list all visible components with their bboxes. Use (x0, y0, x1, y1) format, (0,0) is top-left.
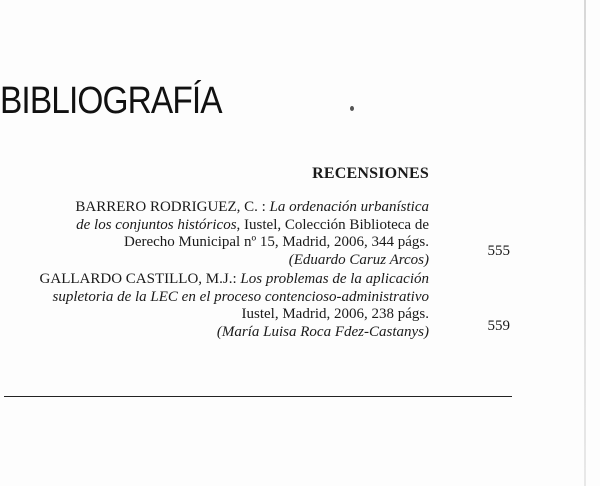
entry-reviewer: (Eduardo Caruz Arcos) (288, 251, 429, 268)
entry-title-part: Los problemas de la aplicación (240, 271, 429, 287)
entry-page-number: 559 (487, 318, 510, 334)
entry-title-part: supletoria de la LEC en el proceso contencioso-administrativo (52, 288, 429, 305)
review-entry-1 (75, 199, 429, 269)
entry-title-part: La ordenación urbanística (269, 199, 429, 215)
divider-rule (4, 396, 512, 397)
entry-title-part: de los conjuntos históricos (76, 216, 237, 233)
entry-author: BARRERO RODRIGUEZ, C. : (75, 199, 270, 215)
review-entry-2 (40, 271, 429, 341)
entry-line (75, 217, 429, 235)
page-heading: BIBLIOGRAFÍA (0, 80, 222, 122)
entry-reviewer: (María Luisa Roca Fdez-Castanys) (216, 323, 429, 340)
section-title: RECENSIONES (312, 165, 429, 182)
entry-page-number: 555 (487, 243, 510, 259)
entry-details: Iustel, Madrid, 2006, 238 págs. (241, 306, 429, 323)
entry-line (40, 271, 429, 289)
page-edge-shadow (584, 0, 586, 486)
entry-line (75, 199, 429, 217)
entry-publisher: , Iustel, Colección Biblioteca de (236, 216, 429, 233)
scan-speck (350, 106, 354, 111)
entry-details: Derecho Municipal nº 15, Madrid, 2006, 344 págs. (123, 234, 429, 251)
entry-author: GALLARDO CASTILLO, M.J.: (39, 271, 241, 287)
